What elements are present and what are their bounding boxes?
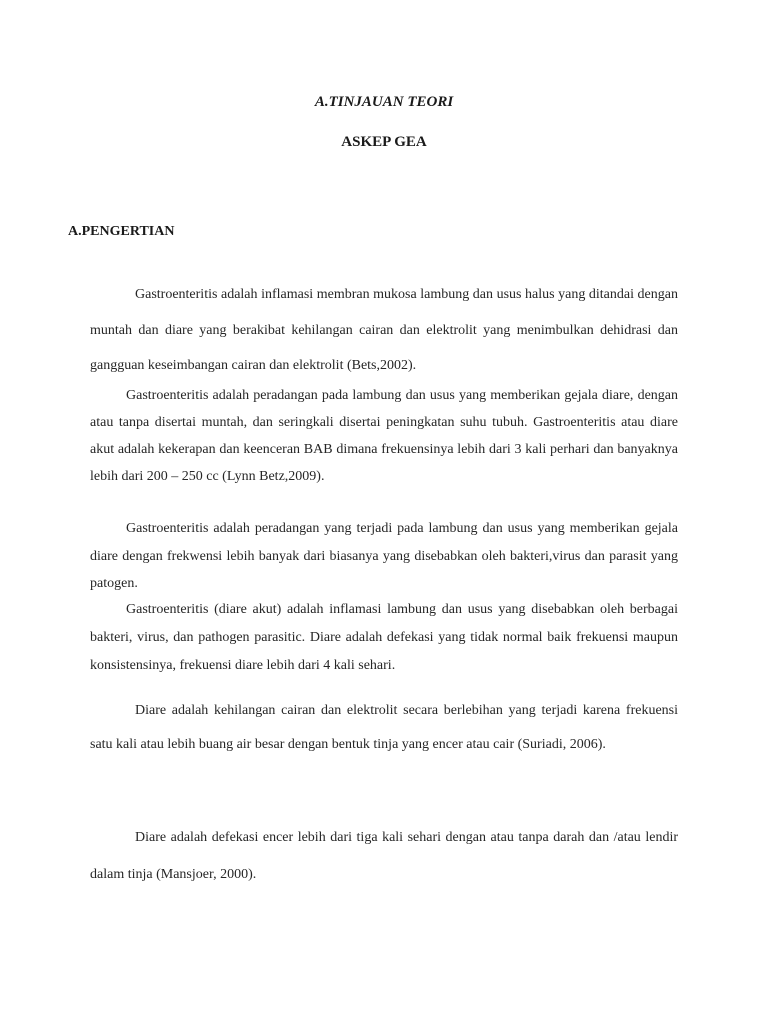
paragraph-5: Diare adalah kehilangan cairan dan elektrolit secara berlebihan yang terjadi karena frekuensi satu kali atau lebih buang air besar dengan bentuk tinja yang encer atau cair (Suriadi, 2006). — [90, 703, 678, 752]
section-heading: A.PENGERTIAN — [68, 224, 175, 239]
paragraph-1: Gastroenteritis adalah inflamasi membran mukosa lambung dan usus halus yang ditandai dengan muntah dan diare yang berakibat kehilangan cairan dan elektrolit yang menimbulkan dehidrasi dan gangguan keseimbangan cairan dan elektrolit (Bets,2002). — [90, 287, 678, 373]
paragraph-4: Gastroenteritis (diare akut) adalah inflamasi lambung dan usus yang disebabkan oleh berbagai bakteri, virus, dan pathogen parasitic. Diare adalah defekasi yang tidak normal baik frekuensi maupun konsistensinya, frekuensi diare lebih dari 4 kali sehari. — [90, 602, 678, 673]
paragraph-3: Gastroenteritis adalah peradangan yang terjadi pada lambung dan usus yang memberikan gejala diare dengan frekwensi lebih banyak dari biasanya yang disebabkan oleh bakteri,virus dan parasit yang patogen. — [90, 521, 678, 591]
paragraph-2: Gastroenteritis adalah peradangan pada lambung dan usus yang memberikan gejala diare, dengan atau tanpa disertai muntah, dan seringkali disertai peningkatan suhu tubuh. Gastroenteritis atau diare akut adalah kekerapan dan keenceran BAB dimana frekuensinya lebih dari 3 kali perhari dan banyaknya lebih dari 200 – 250 cc (Lynn Betz,2009). — [90, 388, 678, 484]
document-title: A.TINJAUAN TEORI — [314, 94, 454, 110]
paragraph-6: Diare adalah defekasi encer lebih dari tiga kali sehari dengan atau tanpa darah dan /atau lendir dalam tinja (Mansjoer, 2000). — [90, 830, 678, 882]
document-subtitle: ASKEP GEA — [341, 134, 427, 150]
